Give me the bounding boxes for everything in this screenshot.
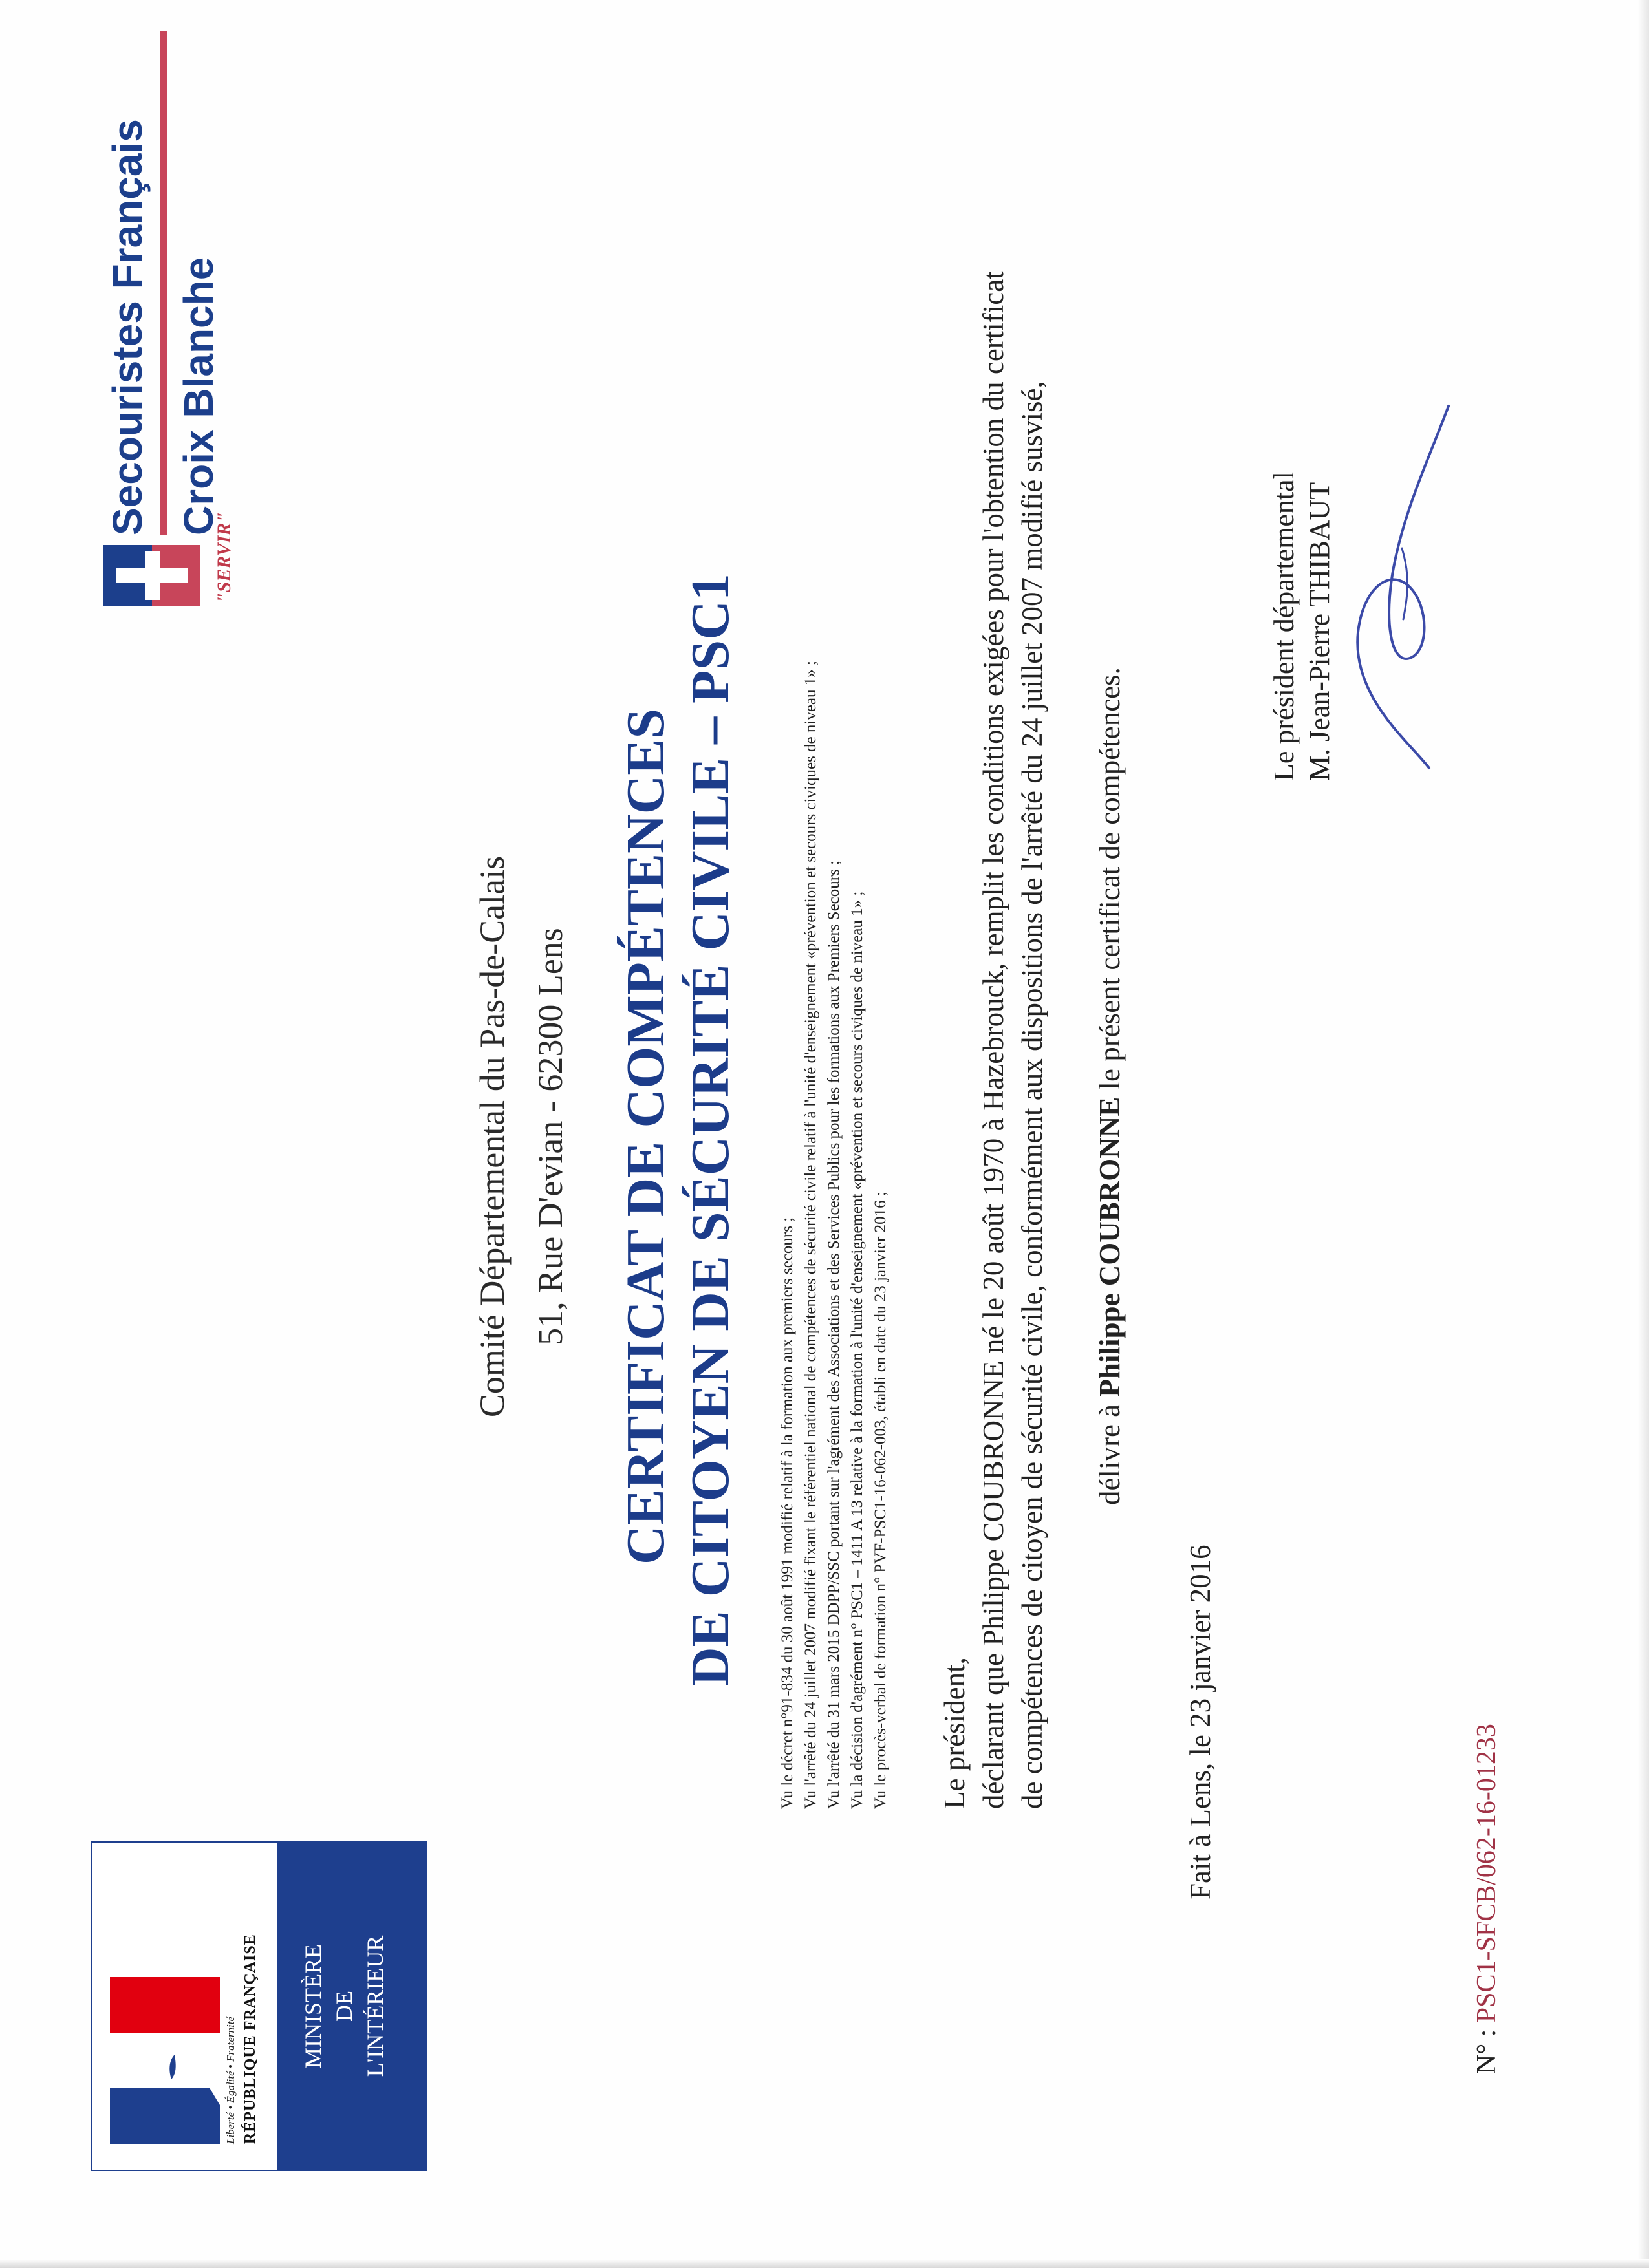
- brand-subtitle: Croix Blanche: [175, 257, 222, 535]
- brand-title: Secouristes Français: [104, 119, 151, 535]
- marianne-icon: [110, 1976, 220, 2144]
- reference-line: Vu la décision d'agrément n° PSC1 – 1411 A 13 relative à la formation à l'unité d'enseignement «prévention et secours civiques de niveau 1» ;: [848, 891, 866, 1809]
- reference-line: Vu le décret n°91-834 du 30 août 1991 modifié relatif à la formation aux premiers secours ;: [779, 1217, 796, 1809]
- delivery-suffix: le présent certificat de compétences.: [1094, 667, 1126, 1097]
- signatory-name: M. Jean-Pierre THIBAUT: [1304, 482, 1335, 781]
- brand-divider: [160, 31, 167, 535]
- certificate-number-label: N° :: [1472, 2022, 1502, 2074]
- certificate-number-value: PSC1-SFCB/062-16-01233: [1472, 1724, 1502, 2023]
- delivery-prefix: délivre à: [1094, 1396, 1126, 1505]
- signatory-role: Le président départemental: [1268, 471, 1300, 781]
- place-and-date: Fait à Lens, le 23 janvier 2016: [1184, 1545, 1216, 1899]
- certificate-number: [1471, 1724, 1502, 2074]
- brand-motto: "SERVIR": [213, 511, 235, 603]
- reference-line: Vu l'arrêté du 24 juillet 2007 modifié fixant le référentiel national de compétences de sécurité civile relatif à l'unité d'enseignement «prévention et secours civiques de niveau 1» ;: [802, 661, 819, 1809]
- ministry-line-1: MINISTÈRE: [300, 1944, 326, 2068]
- reference-line: Vu l'arrêté du 31 mars 2015 DDPP/SSC portant sur l'agrément des Associations et des Services Publics pour les formations aux Premiers Secours ;: [825, 860, 843, 1809]
- ministry-name: [297, 1841, 391, 2171]
- handwritten-signature: [1332, 393, 1461, 781]
- certificate-title-line-1: CERTIFICAT DE COMPÉTENCES: [616, 708, 676, 1565]
- white-cross-shield-icon: [103, 545, 200, 606]
- republic-motto: Liberté • Égalité • Fraternité: [224, 2017, 237, 2144]
- certificate-title-line-2: DE CITOYEN DE SÉCURITÉ CIVILE – PSC1: [680, 573, 740, 1686]
- reference-line: Vu le procès-verbal de formation n° PVF-PSC1-16-062-003, établi en date du 23 janvier 2016 ;: [872, 1192, 889, 1809]
- declaration-line-1: déclarant que Philippe COUBRONNE né le 20 août 1970 à Hazebrouck, remplit les conditions exigées pour l'obtention du certificat: [977, 271, 1009, 1809]
- recipient-name: Philippe COUBRONNE: [1094, 1097, 1126, 1397]
- committee-name: Comité Départemental du Pas-de-Calais: [473, 855, 512, 1418]
- president-label: Le président,: [938, 1657, 971, 1809]
- scan-edge-bottom: [0, 2259, 1649, 2268]
- ministry-line-2: DE: [331, 1991, 357, 2022]
- delivery-statement: [1093, 667, 1126, 1505]
- legal-references: [776, 661, 892, 1809]
- scan-edge-right: [1637, 0, 1649, 2268]
- committee-address: 51, Rue D'evian - 62300 Lens: [531, 928, 570, 1345]
- republic-francaise-card: [91, 1841, 278, 2171]
- declaration-line-2: de compétences de citoyen de sécurité civile, conformément aux dispositions de l'arrêté du 24 juillet 2007 modifié susvisé,: [1016, 381, 1048, 1809]
- ministry-line-3: L'INTÉRIEUR: [362, 1935, 388, 2077]
- ministry-logo-block: [91, 1841, 427, 2171]
- republic-name: RÉPUBLIQUE FRANÇAISE: [242, 1934, 259, 2144]
